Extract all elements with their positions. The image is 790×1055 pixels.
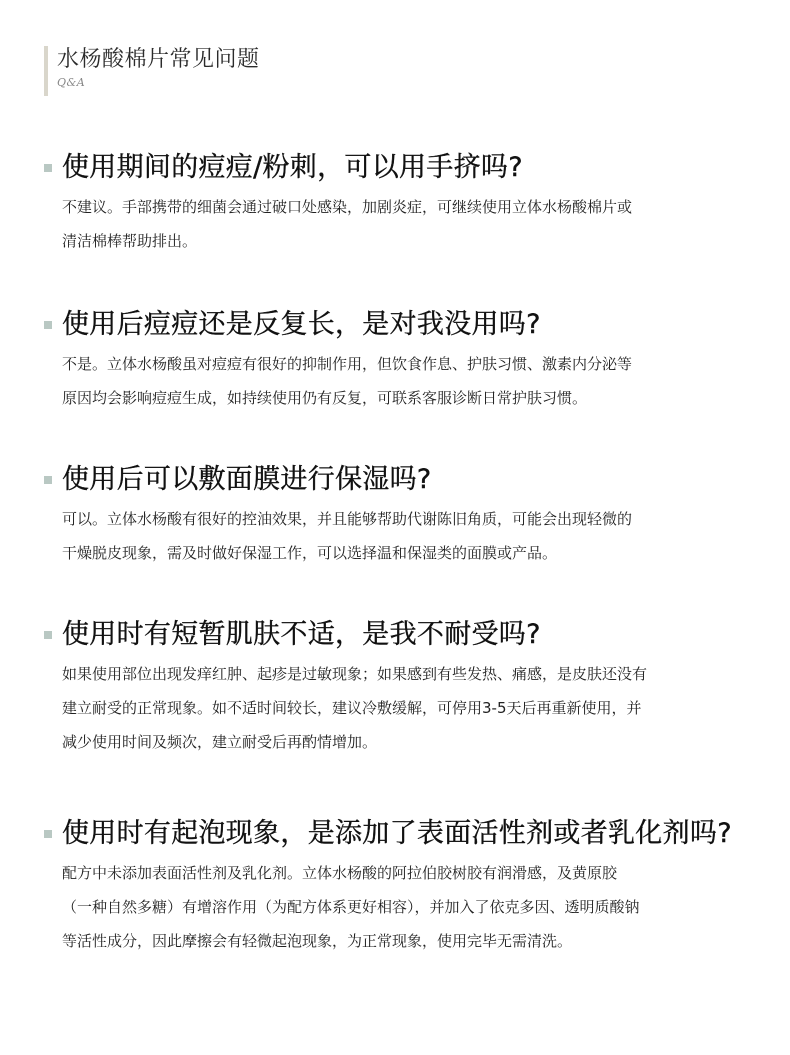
square-bullet-icon <box>44 830 52 838</box>
answer-text <box>62 347 762 415</box>
answer-text <box>62 856 762 958</box>
answer-text <box>62 190 762 258</box>
answer-text <box>62 502 762 570</box>
square-bullet-icon <box>44 321 52 329</box>
square-bullet-icon <box>44 631 52 639</box>
faq-item-4 <box>44 615 764 759</box>
answer-text <box>62 657 762 759</box>
page-subtitle: Q&A <box>57 76 86 89</box>
question-row <box>44 305 764 345</box>
answer-line: 等活性成分，因此摩擦会有轻微起泡现象，为正常现象，使用完毕无需清洗。 <box>62 932 573 950</box>
answer-line: 干燥脱皮现象，需及时做好保湿工作，可以选择温和保湿类的面膜或产品。 <box>62 544 558 562</box>
answer-line: 如果使用部位出现发痒红肿、起疹是过敏现象；如果感到有些发热、痛感，是皮肤还没有 <box>62 665 648 683</box>
answer-line: 不建议。手部携带的细菌会通过破口处感染，加剧炎症，可继续使用立体水杨酸棉片或 <box>62 198 633 216</box>
page-title: 水杨酸棉片常见问题 <box>57 47 260 72</box>
question-row <box>44 148 764 188</box>
answer-line: 原因均会影响痘痘生成，如持续使用仍有反复，可联系客服诊断日常护肤习惯。 <box>62 389 588 407</box>
question-text: 使用后痘痘还是反复长，是对我没用吗? <box>62 309 541 340</box>
question-text: 使用时有短暂肌肤不适，是我不耐受吗? <box>62 619 541 650</box>
answer-line: （一种自然多糖）有增溶作用（为配方体系更好相容），并加入了依克多因、透明质酸钠 <box>62 898 640 916</box>
answer-line: 建立耐受的正常现象。如不适时间较长，建议冷敷缓解，可停用3-5天后再重新使用，并 <box>62 699 642 717</box>
square-bullet-icon <box>44 164 52 172</box>
question-text: 使用后可以敷面膜进行保湿吗? <box>62 464 432 495</box>
answer-line: 减少使用时间及频次，建立耐受后再酌情增加。 <box>62 733 378 751</box>
question-row <box>44 460 764 500</box>
faq-item-3 <box>44 460 764 570</box>
question-text: 使用时有起泡现象，是添加了表面活性剂或者乳化剂吗? <box>62 818 732 849</box>
answer-line: 不是。立体水杨酸虽对痘痘有很好的抑制作用，但饮食作息、护肤习惯、激素内分泌等 <box>62 355 633 373</box>
question-row <box>44 615 764 655</box>
square-bullet-icon <box>44 476 52 484</box>
question-row <box>44 814 764 854</box>
answer-line: 清洁棉棒帮助排出。 <box>62 232 198 250</box>
faq-item-1 <box>44 148 764 258</box>
faq-item-2 <box>44 305 764 415</box>
page-header <box>44 46 260 96</box>
faq-item-5 <box>44 814 764 958</box>
answer-line: 可以。立体水杨酸有很好的控油效果，并且能够帮助代谢陈旧角质，可能会出现轻微的 <box>62 510 633 528</box>
question-text: 使用期间的痘痘/粉刺，可以用手挤吗? <box>62 152 523 183</box>
answer-line: 配方中未添加表面活性剂及乳化剂。立体水杨酸的阿拉伯胶树胶有润滑感，及黄原胶 <box>62 864 618 882</box>
